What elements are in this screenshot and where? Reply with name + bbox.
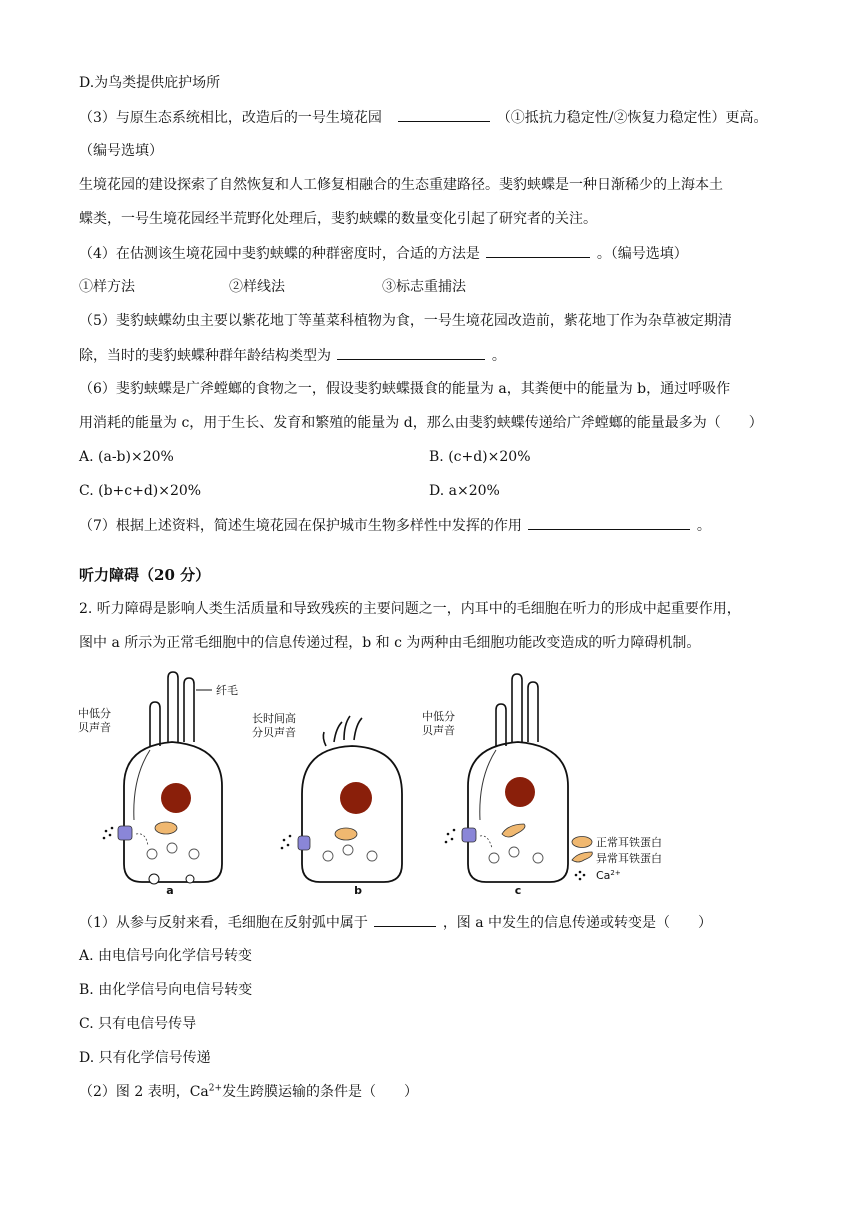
vesicle-icons [489,847,543,863]
ca-ion-dots [281,835,292,850]
q2-s1-answer-blank[interactable] [374,912,436,927]
ca-ion-dots [445,829,456,844]
q7-line: （7）根据上述资料，简述生境花园在保护城市生物多样性中发挥的作用 。 [79,515,711,536]
label-mid-low-a-2: 贝声音 [78,721,111,734]
q6-option-c[interactable]: C. (b+c+d)×20% [79,483,202,499]
legend-abnormal-swatch [572,852,592,862]
caption-b: b [354,884,362,897]
damaged-cilium [323,732,326,746]
q6-options-ab [79,447,779,467]
cilium [528,682,538,742]
protein-icon [335,828,357,840]
label-cilia: 纤毛 [216,684,238,697]
figure-legend [572,835,662,882]
q3-line: （3）与原生态系统相比，改造后的一号生境花园 （①抵抗力稳定性/②恢复力稳定性）更高。 [79,107,768,128]
legend-ca-dots [575,871,586,881]
protein-icon [155,822,177,834]
q2-s1-option-d[interactable]: D. 只有化学信号传递 [79,1050,211,1066]
q4-answer-blank[interactable] [486,243,590,258]
damaged-cilium [334,722,342,742]
label-long-high-1: 长时间高 [252,712,296,725]
cilium [150,702,160,746]
cell-membrane [302,746,402,882]
hair-cell-c [422,674,568,897]
q4-options: ①样方法 ②样线法 ③标志重捕法 [79,279,466,295]
abnormal-protein-icon [502,824,525,837]
q3-answer-blank[interactable] [398,107,490,122]
label-mid-low-a-1: 中低分 [78,707,111,720]
synapse-icon [149,874,159,884]
q2-s1-option-b[interactable]: B. 由化学信号向电信号转变 [79,982,253,998]
q6-line-2: 用消耗的能量为 c，用于生长、发育和繁殖的能量为 d，那么由斐豹蛱蝶传递给广斧螳螂的能量最多为（ ） [79,415,763,431]
paragraph-line-1: 生境花园的建设探索了自然恢复和人工修复相融合的生态重建路径。斐豹蛱蝶是一种日渐稀少的上海本土 [79,177,723,193]
cell-membrane [468,742,568,882]
section-title: 听力障碍（20 分） [79,566,211,584]
caption-c: c [514,884,522,897]
vesicle-icons [147,843,199,859]
cilium [496,704,506,746]
q6-option-a[interactable]: A. (a-b)×20% [79,449,174,465]
legend-normal-label: 正常耳铁蛋白 [596,836,662,849]
q6-line-1: （6）斐豹蛱蝶是广斧螳螂的食物之一，假设斐豹蛱蝶摄食的能量为 a，其粪便中的能量为 b，通过呼吸作 [79,381,731,397]
label-mid-low-c-2: 贝声音 [422,724,455,737]
hair-cell-figure [76,668,680,897]
legend-abnormal-label: 异常耳铁蛋白 [596,852,662,865]
hair-cell-b [252,711,402,897]
channel-icon [118,826,132,840]
caption-a: a [166,884,174,897]
damaged-cilium [344,716,350,740]
signal-arrow [480,750,496,820]
q2-intro-2: 图中 a 所示为正常毛细胞中的信息传递过程，b 和 c 为两种由毛细胞功能改变造成的听力障碍机制。 [79,635,701,651]
cilium [168,672,178,742]
legend-ca-label: $Ca^{2+}$ [596,869,621,882]
q2-s1-option-a[interactable]: A. 由电信号向化学信号转变 [79,948,253,964]
cilium [184,678,194,742]
cilium [512,674,522,742]
q6-option-b[interactable]: B. (c+d)×20% [429,449,531,465]
nucleus-icon [340,782,372,814]
q5-answer-blank[interactable] [337,345,485,360]
q5-line-2: 除，当时的斐豹蛱蝶种群年龄结构类型为 。 [79,345,506,366]
label-long-high-2: 分贝声音 [252,726,296,739]
nucleus-icon [505,777,535,807]
q1-option-d: D.为鸟类提供庇护场所 [79,75,221,91]
vesicle-icons [323,845,377,861]
legend-normal-swatch [572,837,592,848]
nucleus-icon [161,783,191,813]
synapse-icon [186,875,194,883]
q4-line: （4）在估测该生境花园中斐豹蛱蝶的种群密度时，合适的方法是 。（编号选填） [79,243,688,264]
q3-note: （编号选填） [79,143,163,159]
damaged-cilium [354,718,362,740]
q5-line-1: （5）斐豹蛱蝶幼虫主要以紫花地丁等堇菜科植物为食，一号生境花园改造前，紫花地丁作为杂草被定期清 [79,313,732,329]
q6-option-d[interactable]: D. a×20% [429,483,500,499]
channel-icon [462,828,476,842]
q6-options-cd [79,481,779,501]
signal-arrow [134,750,150,820]
q2-s1-option-c[interactable]: C. 只有电信号传导 [79,1016,197,1032]
ca-ion-dots [103,827,114,840]
q7-answer-blank[interactable] [528,515,690,530]
label-mid-low-c-1: 中低分 [422,710,455,723]
hair-cell-a [78,672,238,897]
ca-flow-arrow [480,836,492,848]
q2-s1-line: （1）从参与反射来看，毛细胞在反射弧中属于 ，图 a 中发生的信息传递或转变是（ ） [79,912,712,933]
paragraph-line-2: 蝶类，一号生境花园经半荒野化处理后，斐豹蛱蝶的数量变化引起了研究者的关注。 [79,211,597,227]
ca-flow-arrow [136,834,148,846]
q2-s2-line: （2）图 2 表明，$Ca^{2+}$发生跨膜运输的条件是（ ） [79,1083,419,1100]
q2-intro-1: 2. 听力障碍是影响人类生活质量和导致残疾的主要问题之一，内耳中的毛细胞在听力的形成中起重要作用， [79,601,741,617]
channel-icon [298,836,310,850]
